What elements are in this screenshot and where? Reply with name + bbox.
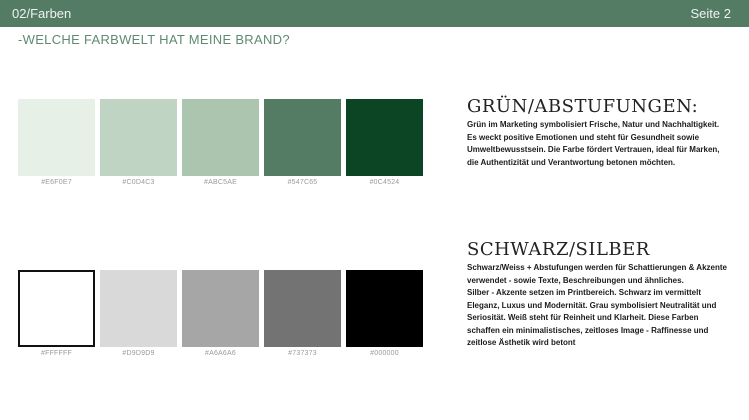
gray-swatch: [264, 270, 341, 347]
gray-swatch-label: #D9D9D9: [122, 350, 155, 357]
green-body-paragraph: Grün im Marketing symbolisiert Frische, Natur und Nachhaltigkeit. Es weckt positive Emotionen und steht für Gesundheit sowie Umweltbewusstsein. Die Farbe fördert Vertrauen, ideal für Marken, die Authentizität und Verantwortung betonen möchten.: [467, 120, 720, 167]
gray-body-paragraph-1: Schwarz/Weiss + Abstufungen werden für Schattierungen & Akzente verwendet - sowie Texte, Beschreibungen und ähnliches.: [467, 263, 727, 285]
green-swatch: [182, 99, 259, 176]
gray-swatch: [100, 270, 177, 347]
gray-section-body: [467, 262, 727, 350]
green-swatch: [346, 99, 423, 176]
gray-swatch-label: #FFFFFF: [41, 350, 72, 357]
green-swatch-label: #ABC5AE: [204, 179, 237, 186]
green-swatch-row: [18, 99, 423, 199]
gray-swatch: [346, 270, 423, 347]
gray-swatch-label: #A6A6A6: [205, 350, 236, 357]
header-bar: [0, 0, 749, 27]
page-subtitle: -WELCHE FARBWELT HAT MEINE BRAND?: [18, 32, 290, 47]
gray-swatch: [182, 270, 259, 347]
green-swatch-label: #547C65: [287, 179, 318, 186]
gray-swatch: [18, 270, 95, 347]
green-swatch-label: #0C4524: [369, 179, 400, 186]
green-swatch: [18, 99, 95, 176]
gray-body-paragraph-2: Silber - Akzente setzen im Printbereich. Schwarz im vermittelt Eleganz, Luxus und Modernität. Grau symbolisiert Neutralität und Seriosität. Weiß steht für Reinheit und Klarheit. Diese Farben schaffen ein minimalistisches, zeitloses Image - Raffinesse und zeitlose Ästhetik wird betont: [467, 288, 717, 347]
section-label: 02/Farben: [12, 6, 72, 21]
green-swatch-label: #E6F0E7: [41, 179, 72, 186]
gray-swatch-row: [18, 270, 423, 370]
page-number: Seite 2: [690, 6, 731, 21]
green-section-body: [467, 119, 727, 169]
gray-swatch-label: #737373: [288, 350, 317, 357]
gray-section-title: SCHWARZ/SILBER: [467, 239, 650, 260]
green-swatch: [100, 99, 177, 176]
green-swatch: [264, 99, 341, 176]
gray-swatch-label: #000000: [370, 350, 399, 357]
green-section-title: GRÜN/ABSTUFUNGEN:: [467, 96, 699, 117]
green-swatch-label: #C0D4C3: [122, 179, 155, 186]
